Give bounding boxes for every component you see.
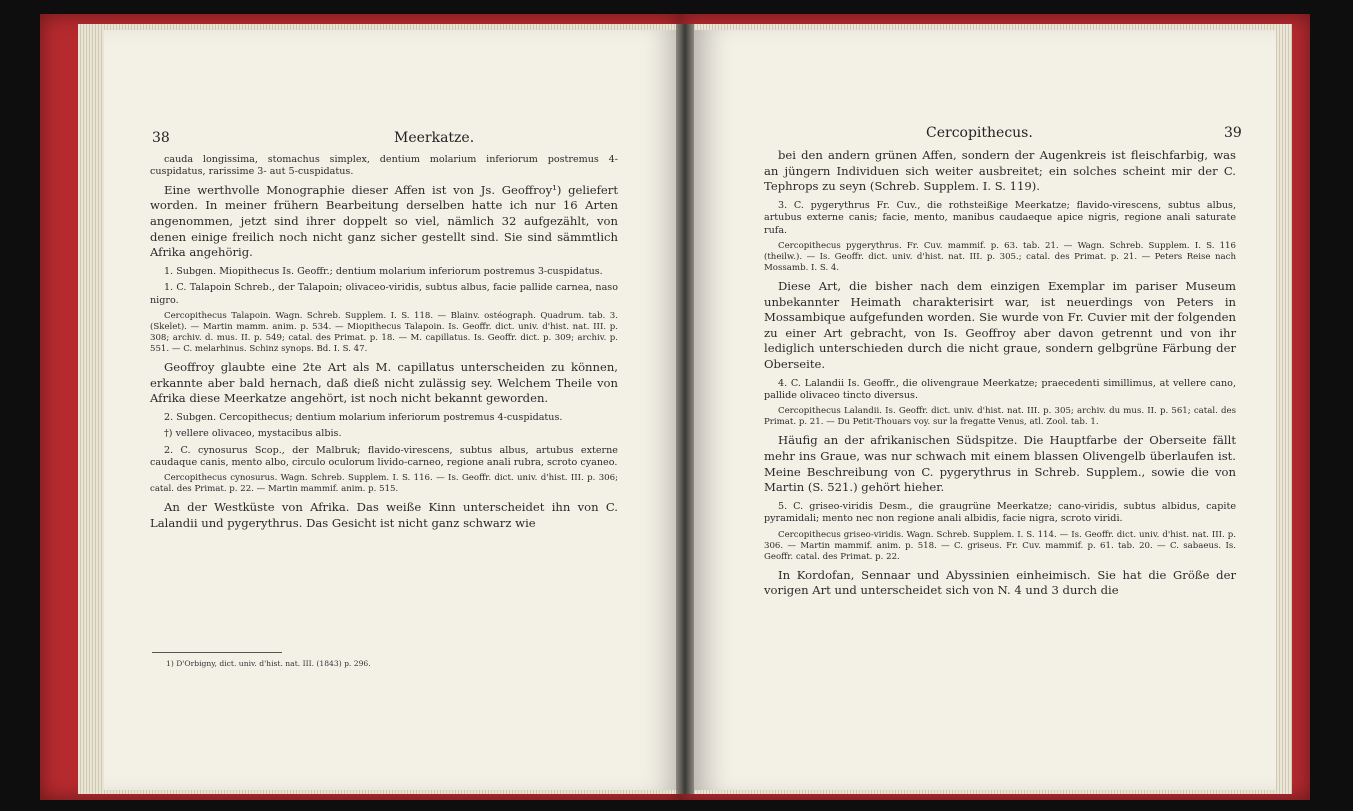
footnote-rule — [152, 652, 282, 653]
paragraph: Eine werthvolle Monographie dieser Affen ist von Js. Geoffroy¹) geliefert worden. In meiner frühern Bearbeitung derselben hatte ich nur 16 Arten angenommen, jetzt sind ihrer doppelt so viel, nämlich 32 aufgezählt, von denen einige freilich noch nicht ganz sicher gestellt sind. Sie sind sämmtlich Afrika angehörig. — [150, 182, 618, 260]
paragraph: Geoffroy glaubte eine 2te Art als M. capillatus unterscheiden zu können, erkannte aber bald hernach, daß dieß nicht zulässig sey. Welchem Theile von Afrika diese Meerkatze angehört, ist noch nicht bekannt geworden. — [150, 360, 618, 406]
paragraph: Cercopithecus griseo-viridis. Wagn. Schreb. Supplem. I. S. 114. — Is. Geoffr. dict. univ. d'hist. nat. III. p. 306. — Martin mammif. anim. p. 518. — C. griseus. Fr. Cuv. mammif. p. 61. tab. 20. — C. sabaeus. Is. Geoffr. catal. des Primat. p. 22. — [764, 529, 1236, 562]
page-number: 39 — [1224, 125, 1242, 141]
left-page — [104, 30, 684, 790]
paragraph: 2. Subgen. Cercopithecus; dentium molarium inferiorum postremus 4-cuspidatus. — [164, 411, 563, 423]
paragraph: Cercopithecus cynosurus. Wagn. Schreb. Supplem. I. S. 116. — Is. Geoffr. dict. univ. d'hist. III. p. 306; catal. des Primat. p. 22. — Martin mammif. anim. p. 515. — [150, 473, 618, 495]
paragraph: 3. C. pygerythrus Fr. Cuv., die rothsteißige Meerkatze; flavido-virescens, subtus albus, artubus externe canis; facie, mento, manibus caudaeque apice nigris, regione anali saturate rufa. — [764, 199, 1236, 236]
paragraph: 2. C. cynosurus Scop., der Malbruk; flavido-virescens, subtus albus, artubus externe caudaque canis, mento albo, circulo oculorum livido-carneo, regione anali rubra, scroto cyaneo. — [150, 444, 618, 468]
paragraph: 1. C. Talapoin Schreb., der Talapoin; olivaceo-viridis, subtus albus, facie pallide carnea, naso nigro. — [150, 282, 618, 306]
running-head: Cercopithecus. — [926, 125, 1033, 141]
paragraph: An der Westküste von Afrika. Das weiße Kinn unterscheidet ihn von C. Lalandii und pygerythrus. Das Gesicht ist nicht ganz schwarz wie — [150, 500, 618, 530]
paragraph: Cercopithecus pygerythrus. Fr. Cuv. mammif. p. 63. tab. 21. — Wagn. Schreb. Supplem. I. S. 116 (theilw.). — Is. Geoffr. dict. univ. d'hist. nat. III. p. 305.; catal. des Primat. p. 21. — Peters Reise nach Mossamb. I. S. 4. — [764, 241, 1236, 273]
right-page — [690, 30, 1276, 790]
footnote: 1) D'Orbigny, dict. univ. d'hist. nat. III. (1843) p. 296. — [166, 659, 371, 668]
paragraph: †) vellere olivaceo, mystacibus albis. — [164, 428, 342, 440]
paragraph: Cercopithecus Talapoin. Wagn. Schreb. Supplem. I. S. 118. — Blainv. ostéograph. Quadrum. tab. 3. (Skelet). — Martin mamm. anim. p. 534. — Miopithecus Talapoin. Is. Geoffr. dict. univ. d'hist. nat. III. p. 308; archiv. d. mus. II. p. 549; catal. des Primat. p. 18. — M. capillatus. Is. Geoffr. dict. p. 309; archiv. p. 551. — C. melarhinus. Schinz synops. Bd. I. S. 47. — [150, 311, 618, 354]
paragraph: Diese Art, die bisher nach dem einzigen Exemplar im pariser Museum unbekannter Heimath charakterisirt war, ist neuerdings von Peters in Mossambique aufgefunden worden. Sie wurde von Fr. Cuvier mit der folgenden zu einer Art gebracht, von Is. Geoffroy aber davon getrennt und von ihr lediglich unterschieden durch die nicht graue, sondern gelbgrüne Färbung der Oberseite. — [764, 279, 1236, 371]
running-head: Meerkatze. — [394, 130, 475, 146]
paragraph: 5. C. griseo-viridis Desm., die graugrüne Meerkatze; cano-viridis, subtus albidus, capite pyramidali; mento nec non regione anali albidis, facie nigra, scroto viridi. — [764, 500, 1236, 525]
paragraph: Cercopithecus Lalandii. Is. Geoffr. dict. univ. d'hist. nat. III. p. 305; archiv. du mus. II. p. 561; catal. des Primat. p. 21. — Du Petit-Thouars voy. sur la fregatte Venus, atl. Zool. tab. 1. — [764, 406, 1236, 428]
right-page-body — [764, 148, 1236, 604]
paragraph: In Kordofan, Sennaar und Abyssinien einheimisch. Sie hat die Größe der vorigen Art und unterscheidet sich von N. 4 und 3 durch die — [764, 567, 1236, 598]
paragraph: bei den andern grünen Affen, sondern der Augenkreis ist fleischfarbig, was an jüngern Individuen sich weiter ausbreitet; ein solches scheint mir der C. Tephrops zu seyn (Schreb. Supplem. I. S. 119). — [764, 148, 1236, 194]
left-page-body — [150, 154, 618, 537]
book-spine — [676, 24, 694, 794]
page-number: 38 — [152, 130, 170, 146]
paragraph: 1. Subgen. Miopithecus Is. Geoffr.; dentium molarium inferiorum postremus 3-cuspidatus. — [164, 265, 603, 277]
paragraph: cauda longissima, stomachus simplex, dentium molarium inferiorum postremus 4-cuspidatus, rarissime 3- aut 5-cuspidatus. — [150, 154, 618, 178]
paragraph: Häufig an der afrikanischen Südspitze. Die Hauptfarbe der Oberseite fällt mehr ins Graue, was nur schwach mit einem blassen Olivengelb überlaufen ist. Meine Beschreibung von C. pygerythrus in Schreb. Supplem., sowie die von Martin (S. 521.) gehört hieher. — [764, 433, 1236, 495]
paragraph: 4. C. Lalandii Is. Geoffr., die olivengraue Meerkatze; praecedenti simillimus, at vellere cano, pallide olivaceo tincto diversus. — [764, 377, 1236, 401]
